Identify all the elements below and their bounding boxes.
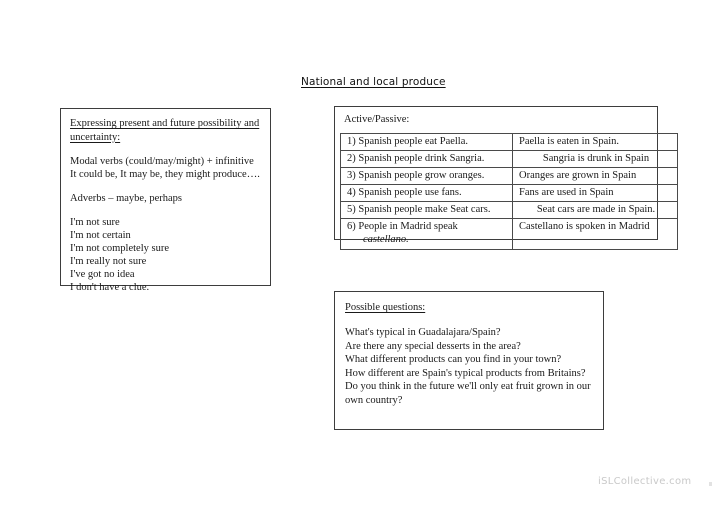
uncertainty-phrase: I don't have a clue. <box>70 282 150 293</box>
question-item: How different are Spain's typical products from Britains? <box>345 367 586 379</box>
page-corner-mark <box>709 482 712 486</box>
adverbs-line: Adverbs – maybe, perhaps <box>70 193 182 204</box>
questions-heading: Possible questions: <box>345 302 426 313</box>
page-title: National and local produce <box>301 76 446 88</box>
passive-cell: Oranges are grown in Spain <box>513 168 678 185</box>
possibility-heading: Expressing present and future possibility and uncertainty: <box>70 118 260 143</box>
active-passive-heading: Active/Passive: <box>344 114 410 125</box>
active-cell: 4) Spanish people use fans. <box>341 185 513 202</box>
active-cell <box>341 219 513 250</box>
active-cell: 2) Spanish people drink Sangria. <box>341 151 513 168</box>
uncertainty-phrase: I'm really not sure <box>70 256 147 267</box>
passive-cell: Sangria is drunk in Spain <box>513 151 678 168</box>
table-row <box>341 202 678 219</box>
table-row <box>341 219 678 250</box>
active-cell: 5) Spanish people make Seat cars. <box>341 202 513 219</box>
passive-cell: Fans are used in Spain <box>513 185 678 202</box>
spacer <box>70 181 261 192</box>
active-cell-italic-term: castellano. <box>363 234 409 245</box>
passive-cell: Seat cars are made in Spain. <box>513 202 678 219</box>
question-item: Do you think in the future we'll only eat fruit grown in our own country? <box>345 381 591 406</box>
question-item: What different products can you find in your town? <box>345 354 562 365</box>
question-item: What's typical in Guadalajara/Spain? <box>345 327 501 338</box>
active-passive-box <box>334 106 658 245</box>
modal-verbs-line: Modal verbs (could/may/might) + infinitive <box>70 156 254 167</box>
modal-example-line: It could be, It may be, they might produce…. <box>70 169 260 180</box>
passive-cell: Paella is eaten in Spain. <box>513 134 678 151</box>
active-cell-text: 6) People in Madrid speak <box>347 221 458 232</box>
table-row <box>341 185 678 202</box>
islcollective-watermark: iSLCollective.com <box>598 476 692 487</box>
uncertainty-phrase: I've got no idea <box>70 269 135 280</box>
question-item: Are there any special desserts in the area? <box>345 340 521 352</box>
spacer <box>70 205 261 216</box>
table-row <box>341 134 678 151</box>
possible-questions-box <box>334 291 604 430</box>
passive-cell: Castellano is spoken in Madrid <box>513 219 678 250</box>
table-row <box>341 151 678 168</box>
uncertainty-phrase: I'm not certain <box>70 230 131 241</box>
uncertainty-phrase: I'm not completely sure <box>70 243 169 254</box>
uncertainty-phrase: I'm not sure <box>70 217 120 228</box>
active-passive-table <box>340 133 678 250</box>
table-row <box>341 168 678 185</box>
possibility-uncertainty-box <box>60 108 271 293</box>
active-cell: 3) Spanish people grow oranges. <box>341 168 513 185</box>
active-cell: 1) Spanish people eat Paella. <box>341 134 513 151</box>
